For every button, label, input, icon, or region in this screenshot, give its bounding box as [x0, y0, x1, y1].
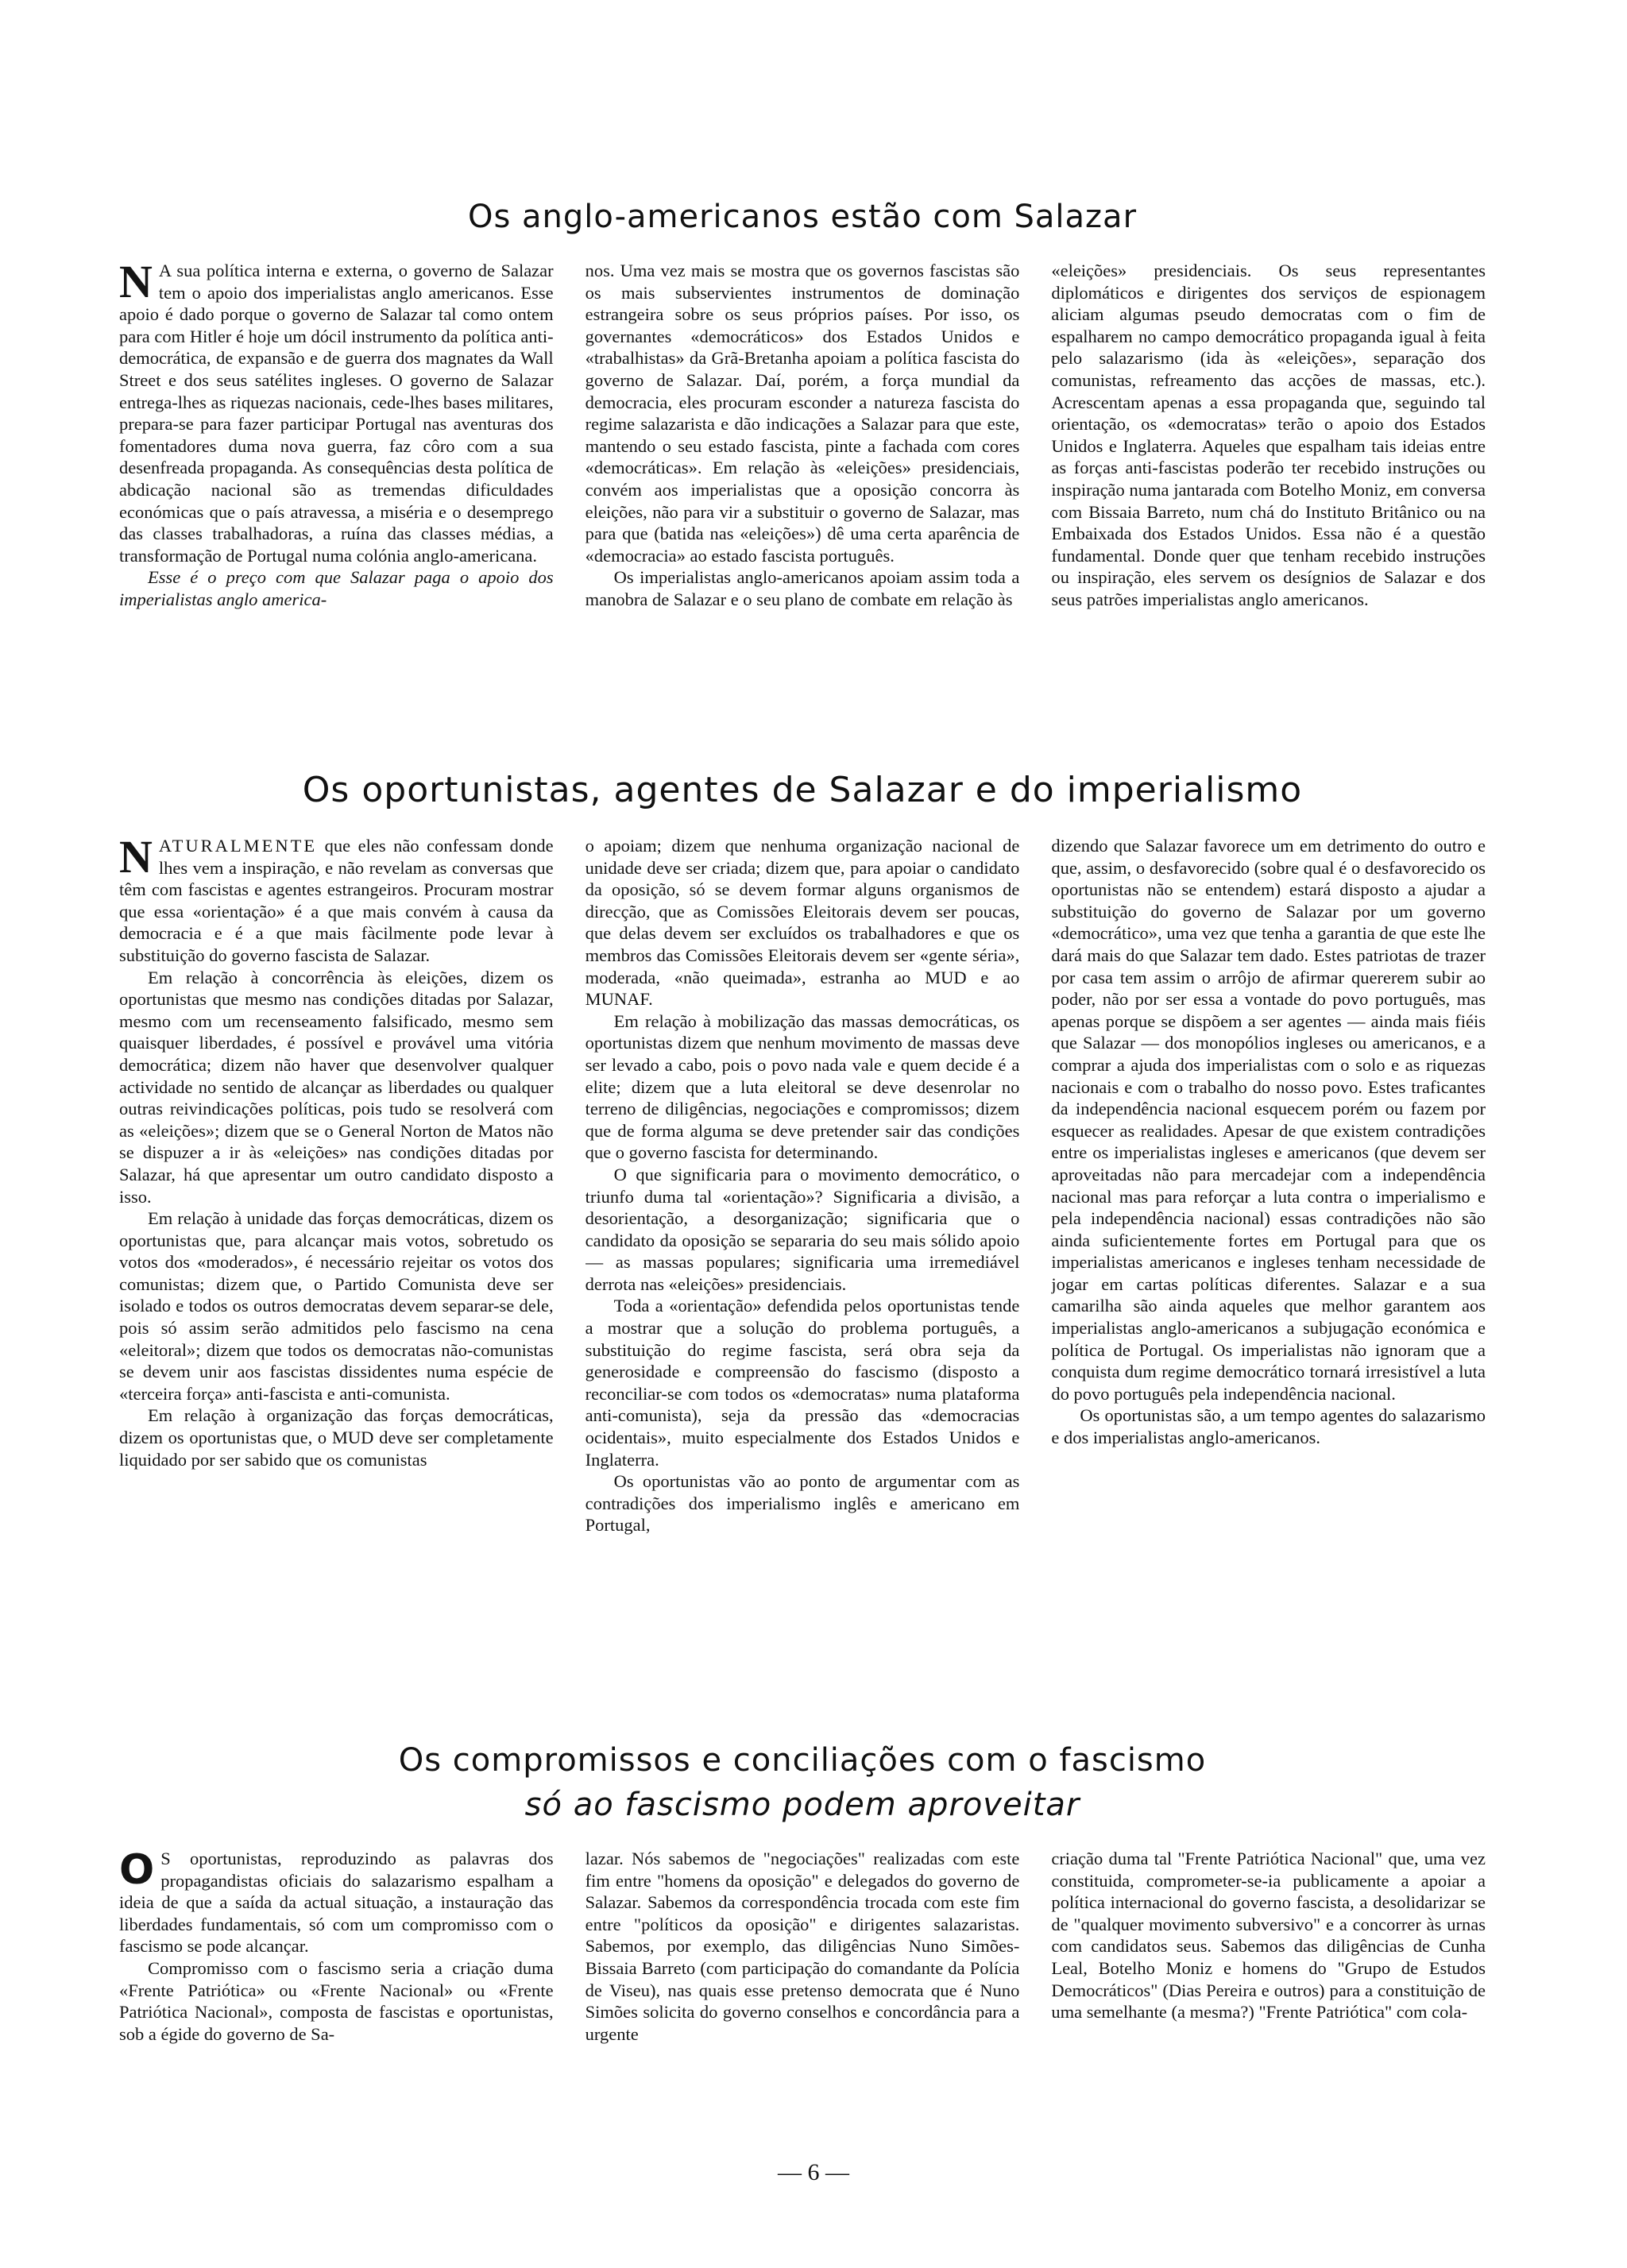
- paragraph: O que significaria para o movimento democrático, o triunfo duma tal «orientação»? Significaria a divisão, a desorientação, a desorganização; significaria que o candidato da oposição se separaria do seu mais sólido apoio — as massas populares; significaria uma irremediável derrota nas «eleições» presidenciais.: [585, 1164, 1020, 1294]
- paragraph: Os oportunistas vão ao ponto de argumentar com as contradições dos imperialismo inglês e americano em Portugal,: [585, 1471, 1020, 1536]
- lead-caps: ATURALMENTE: [158, 836, 318, 856]
- paragraph: Em relação à concorrência às eleições, dizem os oportunistas que mesmo nas condições ditadas por Salazar, mesmo com um recenseamento falsificado, mesmo sem quaisquer liberdades, é possível e provável uma vitória democrática; dizem não haver que desenvolver qualquer actividade no sentido de alcançar as liberdades ou qualquer outras reivindicações políticas, pois tudo se resolverá com as «eleições»; dizem que se o General Norton de Matos não se dispuzer a ir às «eleições» nas condições ditadas por Salazar, há que apresentar um outro candidato disposto a isso.: [119, 967, 554, 1207]
- paragraph: [119, 835, 554, 967]
- paragraph: Os oportunistas são, a um tempo agentes do salazarismo e dos imperialistas anglo-americanos.: [1051, 1405, 1486, 1448]
- article-headline: Os anglo-americanos estão com Salazar: [467, 199, 1138, 235]
- paragraph: Toda a «orientação» defendida pelos oportunistas tende a mostrar que a solução do problema português, a substituição do regime fascista, será obra seja da generosidade e compreensão do fascismo (disposto a reconciliar-se com todos os «democratas» numa plataforma anti-comunista), seja da pressão das «democracias ocidentais», muito especialmente dos Estados Unidos e Inglaterra.: [585, 1296, 1020, 1470]
- drop-cap: O: [119, 1848, 155, 1894]
- paragraph: criação duma tal "Frente Patriótica Nacional" que, uma vez constituida, comprometer-se-ia publicamente a apoiar a política internacional do governo fascista, a desolidarizar se de "qualquer movimento subversivo" e a concorrer às urnas com candidatos seus. Sabemos das diligências de Cunha Leal, Botelho Moniz e homens do "Grupo de Estudos Democráticos" (Dias Pereira e outros) para a constituição de uma semelhante (a mesma?) "Frente Patriótica" com cola-: [1051, 1849, 1486, 2023]
- article-columns: [119, 835, 1486, 1763]
- article-oportunistas: [119, 767, 1486, 1763]
- article-headline-line-1: Os compromissos e conciliações com o fascismo: [398, 1742, 1207, 1779]
- paragraph: [119, 1848, 554, 1957]
- paragraph: Em relação à unidade das forças democráticas, dizem os oportunistas que, para alcançar mais votos, sobretudo os votos dos «moderados», é necessário rejeitar os votos dos comunistas; dizem que, o Partido Comunista deve ser isolado e todos os outros democratas devem separar-se dele, pois só assim serão admitidos pelo fascismo na cena «eleitoral»; dizem que todos os democratas não-comunistas se devem unir aos fascistas dissidentes numa espécie de «terceira força» anti-fascista e anti-comunista.: [119, 1208, 554, 1404]
- article-headline: Os oportunistas, agentes de Salazar e do imperialismo: [302, 770, 1303, 810]
- article-column-3: [1051, 260, 1486, 768]
- paragraph: o apoiam; dizem que nenhuma organização nacional de unidade deve ser criada; dizem que, para apoiar o candidato da oposição, só se devem formar alguns organismos de direcção, que as Comissões Eleitorais devem ser poucas, que delas devem ser excluídos os trabalhadores e que os membros das Comissões Eleitorais devem ser «gente séria», moderada, «não queimada», estranha ao MUD e ao MUNAF.: [585, 836, 1020, 1010]
- article-column-1: [119, 260, 554, 768]
- paragraph: [119, 260, 554, 566]
- paragraph: lazar. Nós sabemos de "negociações" realizadas com este fim entre "homens da oposição" e delegados do governo de Salazar. Sabemos da correspondência trocada com este fim entre "políticos da oposição" e dirigentes salazaristas. Sabemos, por exemplo, das diligências Nuno Simões-Bissaia Barreto (com participação do comandante da Polícia de Viseu), nas quais esse pretenso democrata que é Nuno Simões solicita do governo conselhos e concordância para a urgente: [585, 1849, 1020, 2044]
- paragraph-text: A sua política interna e externa, o governo de Salazar tem o apoio dos imperialistas anglo americanos. Esse apoio é dado porque o governo de Salazar tal como ontem para com Hitler é hoje um dócil instrumento da política anti-democrática, de expansão e de guerra dos magnates da Wall Street e dos seus satélites ingleses. O governo de Salazar entrega-lhes as riquezas nacionais, cede-lhes bases militares, prepara-se para fazer participar Portugal nas aventuras dos fomentadores duma nova guerra, faz côro com a sua desenfreada propaganda. As consequências desta política de abdicação nacional são as tremendas dificuldades económicas que o país atravessa, a miséria e o desemprego das classes trabalhadoras, a ruína das classes médias, a transformação de Portugal numa colónia anglo-americana.: [119, 261, 554, 566]
- paragraph: nos. Uma vez mais se mostra que os governos fascistas são os mais subservientes instrumentos de dominação estrangeira sobre os seus próprios países. Por isso, os governantes «democráticos» dos Estados Unidos e «trabalhistas» da Grã-Bretanha apoiam a política fascista do governo de Salazar. Daí, porém, a força mundial da democracia, eles procuram esconder a natureza fascista do regime salazarista e dão indicações a Salazar para que este, mantendo o seu estado fascista, pinte a fachada com cores «democráticas». Em relação às «eleições» presidenciais, convém aos imperialistas que a oposição concorra às eleições, não para vir a substituir o governo de Salazar, mas para que (batida nas «eleições») dê uma certa aparência de «democracia» ao estado fascista português.: [585, 261, 1020, 566]
- drop-cap: N: [119, 835, 153, 883]
- drop-cap: N: [119, 260, 153, 307]
- paragraph: Compromisso com o fascismo seria a criação duma «Frente Patriótica» ou «Frente Nacional» ou «Frente Patriótica Nacional», composta de fascistas e oportunistas, sob a égide do governo de Sa-: [119, 1957, 554, 2044]
- paragraph: Em relação à mobilização das massas democráticas, os oportunistas dizem que nenhum movimento de massas deve ser levado a cabo, pois o povo nada vale e quem decide é a elite; dizem que a luta eleitoral se deve desenrolar no terreno de diligências, negociações e compromissos; dizem que de forma alguma se deve pretender sair das condições que o governo fascista for determinando.: [585, 1010, 1020, 1163]
- paragraph: dizendo que Salazar favorece um em detrimento do outro e que, assim, o desfavorecido (sobre qual é o desfavorecido os oportunistas não se entendem) estará disposto a ajudar a substituição do governo de Salazar por um governo «democrático», uma vez que tenha a garantia de que este lhe dará mais do que Salazar tem dado. Estes patriotas de trazer por casa tem assim o arrôjo de afirmar quererem subir ao poder, não por ser essa a vontade do povo português, mas apenas porque se dispõem a ser agentes — ainda mais fiéis que Salazar — dos monopólios ingleses ou americanos, e a comprar a ajuda dos imperialistas com o solo e as riquezas nacionais e com o trabalho do nosso povo. Estes traficantes da independência nacional esquecem porém ou fazem por esquecer as realidades. Apesar de que existem contradições entre os imperialistas ingleses e americanos (que devem ser aproveitadas não para mercadejar com a independência nacional mas para reforçar a luta contra o imperialismo e pela independência nacional) essas contradições não são ainda suficientemente fortes em Portugal para que os imperialistas americanos e ingleses tenham necessidade de jogar em cartas políticas diferentes. Salazar e a sua camarilha são ainda aqueles que melhor garantem aos imperialistas anglo-americanos a subjugação económica e política de Portugal. Os imperialistas não ignoram que a conquista dum regime democrático tornará irresistível a luta do povo português pela independência nacional.: [1051, 836, 1486, 1404]
- paragraph: Esse é o preço com que Salazar paga o apoio dos imperialistas anglo america-: [119, 567, 554, 609]
- article-column-3: [1051, 835, 1486, 1763]
- paragraph-text: S oportunistas, reproduzindo as palavras dos propagandistas oficiais do salazarismo espalham a ideia de que a saída da actual situação, a instauração das liberdades fundamentais, só com um compromisso com o fascismo se pode alcançar.: [119, 1849, 554, 1957]
- paragraph: Os imperialistas anglo-americanos apoiam assim toda a manobra de Salazar e o seu plano de combate em relação às: [585, 567, 1020, 609]
- article-column-2: [585, 260, 1020, 768]
- article-column-1: [119, 835, 554, 1763]
- paragraph-text: que eles não confessam donde lhes vem a inspiração, e não revelam as conversas que têm com fascistas e agentes estrangeiros. Procuram mostrar que essa «orientação» é a que mais convém à causa da democracia e é a que mais fàcilmente pode levar à substituição do governo fascista de Salazar.: [119, 836, 554, 965]
- paragraph: Em relação à organização das forças democráticas, dizem os oportunistas que, o MUD deve ser completamente liquidado por ser sabido que os comunistas: [119, 1405, 554, 1470]
- page-number: — 6 —: [778, 2159, 849, 2185]
- article-columns: [119, 260, 1486, 768]
- article-column-2: [585, 835, 1020, 1763]
- article-headline-line-2: só ao fascismo podem aproveitar: [524, 1787, 1080, 1823]
- paragraph: «eleições» presidenciais. Os seus representantes diplomáticos e dirigentes dos serviços de espionagem aliciam algumas pseudo democratas com o fim de espalharem no campo democrático propaganda igual à feita pelo salazarismo (ida às «eleições», separação dos comunistas, refreamento das acções de massas, etc.). Acrescentam apenas a essa propaganda que, seguindo tal orientação, os «democratas» terão o apoio dos Estados Unidos e Inglaterra. Aqueles que espalham tais ideias entre as forças anti-fascistas poderão ter recebido instruções ou inspiração numa jantarada com Botelho Moniz, em conversa com Bissaia Barreto, num chá do Instituto Britânico ou na Embaixada dos Estados Unidos. Essa não é a questão fundamental. Donde quer que tenham recebido instruções ou inspiração, eles servem os desígnios de Salazar e dos seus patrões imperialistas anglo americanos.: [1051, 261, 1486, 609]
- article-anglo-americanos: [119, 195, 1486, 768]
